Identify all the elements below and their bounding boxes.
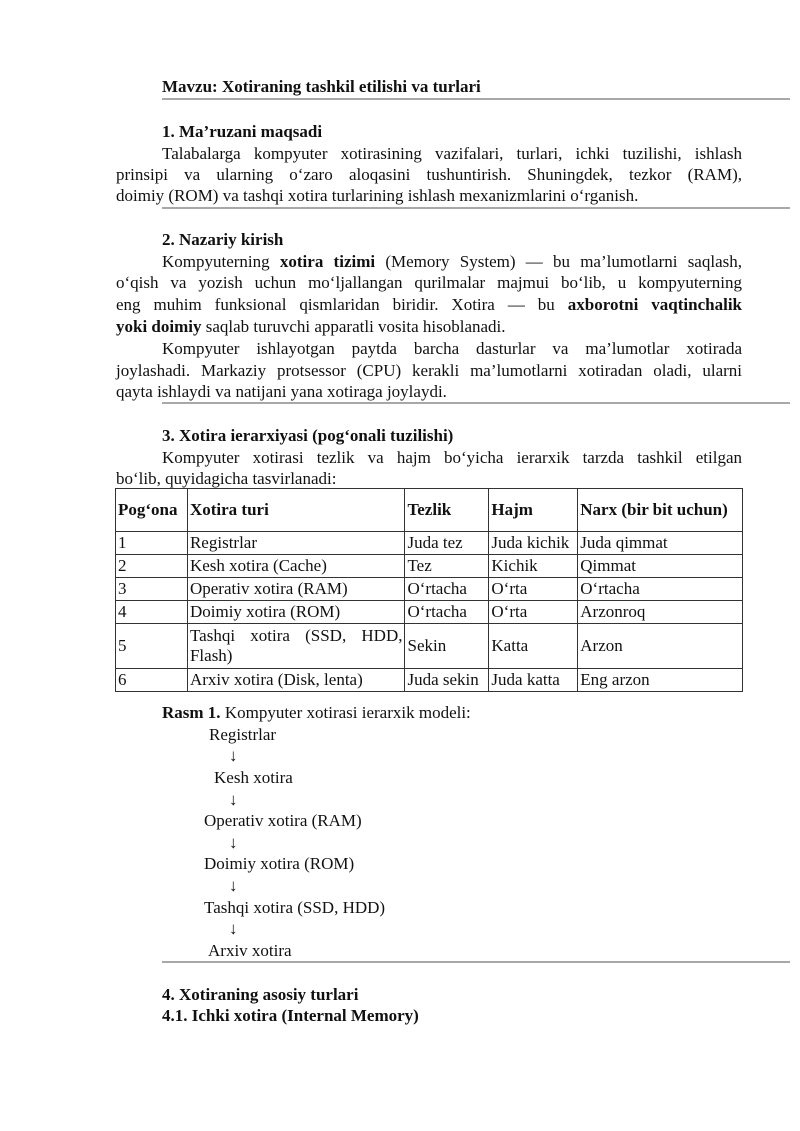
paragraph-line: Kompyuter xotirasi tezlik va hajm bo‘yicha ierarxik tarzda tashkil etilgan xyxy=(162,448,742,467)
table-cell: O‘rtacha xyxy=(578,578,743,601)
paragraph-line: bo‘lib, quyidagicha tasvirlanadi: xyxy=(116,469,337,488)
table-cell: 3 xyxy=(116,578,188,601)
table-cell: Juda sekin xyxy=(405,669,489,692)
paragraph-line xyxy=(162,251,742,273)
table-row xyxy=(116,601,743,624)
table-header-cell: Xotira turi xyxy=(187,489,405,532)
table-header-cell: Narx (bir bit uchun) xyxy=(578,489,743,532)
down-arrow-icon: ↓ xyxy=(229,746,238,765)
text-span: eng muhim funksional qismlaridan biridir. Xotira — bu xyxy=(116,295,568,314)
table-cell: 2 xyxy=(116,555,188,578)
caption-label: Rasm 1. xyxy=(162,703,221,722)
hierarchy-level: Registrlar xyxy=(209,725,277,744)
section-4-heading: 4. Xotiraning asosiy turlari xyxy=(162,985,359,1004)
paragraph-line: o‘qish va yozish uchun mo‘ljallangan qurilmalar majmui bo‘lib, u kompyuterning xyxy=(116,273,742,292)
down-arrow-icon: ↓ xyxy=(229,790,238,809)
table-cell: O‘rta xyxy=(489,601,578,624)
table-cell: O‘rtacha xyxy=(405,578,489,601)
page-title: Mavzu: Xotiraning tashkil etilishi va turlari xyxy=(162,77,481,96)
table-cell: Sekin xyxy=(405,624,489,669)
table-header-cell: Tezlik xyxy=(405,489,489,532)
table-cell: Qimmat xyxy=(578,555,743,578)
divider xyxy=(162,98,790,100)
table-cell: Arzon xyxy=(578,624,743,669)
table-row xyxy=(116,669,743,692)
memory-hierarchy-table xyxy=(115,488,743,692)
text-span: (Memory System) — bu ma’lumotlarni saqlash, xyxy=(375,252,742,271)
table-cell: Tashqi xotira (SSD, HDD, Flash) xyxy=(187,624,405,669)
paragraph-line: doimiy (ROM) va tashqi xotira turlarining ishlash mexanizmlarini o‘rganish. xyxy=(116,186,639,205)
paragraph-line xyxy=(116,294,742,316)
table-cell: Doimiy xotira (ROM) xyxy=(187,601,405,624)
down-arrow-icon: ↓ xyxy=(229,876,238,895)
table-cell: 4 xyxy=(116,601,188,624)
table-header-cell: Hajm xyxy=(489,489,578,532)
paragraph-line: qayta ishlaydi va natijani yana xotiraga joylaydi. xyxy=(116,382,447,401)
down-arrow-icon: ↓ xyxy=(229,833,238,852)
paragraph-line: prinsipi va ularning o‘zaro aloqasini tushuntirish. Shuningdek, tezkor (RAM), xyxy=(116,165,742,184)
table-cell: Arzonroq xyxy=(578,601,743,624)
table-row xyxy=(116,532,743,555)
table-cell: Juda qimmat xyxy=(578,532,743,555)
down-arrow-icon: ↓ xyxy=(229,919,238,938)
table-cell: Tez xyxy=(405,555,489,578)
bold-term: axborotni vaqtinchalik xyxy=(567,295,742,314)
table-cell: Arxiv xotira (Disk, lenta) xyxy=(187,669,405,692)
subsection-heading: 4.1. Ichki xotira (Internal Memory) xyxy=(162,1006,419,1025)
table-cell: 6 xyxy=(116,669,188,692)
table-cell: Juda katta xyxy=(489,669,578,692)
table-cell: 1 xyxy=(116,532,188,555)
table-row xyxy=(116,555,743,578)
hierarchy-level: Tashqi xotira (SSD, HDD) xyxy=(204,898,386,917)
divider xyxy=(162,961,790,963)
table-row xyxy=(116,624,743,669)
hierarchy-level: Arxiv xotira xyxy=(208,941,292,960)
bold-term: xotira tizimi xyxy=(279,252,376,271)
text-span: saqlab turuvchi apparatli vosita hisoblanadi. xyxy=(201,317,506,336)
text-span: Kompyuterning xyxy=(162,252,280,271)
table-row xyxy=(116,578,743,601)
hierarchy-level: Doimiy xotira (ROM) xyxy=(204,854,355,873)
hierarchy-level: Operativ xotira (RAM) xyxy=(204,811,362,830)
table-cell: 5 xyxy=(116,624,188,669)
table-cell: Kichik xyxy=(489,555,578,578)
table-cell: Registrlar xyxy=(187,532,405,555)
section-1-heading: 1. Ma’ruzani maqsadi xyxy=(162,122,323,141)
hierarchy-level: Kesh xotira xyxy=(214,768,293,787)
table-cell: O‘rta xyxy=(489,578,578,601)
table-header-row xyxy=(116,489,743,532)
paragraph-line: Talabalarga kompyuter xotirasining vazifalari, turlari, ichki tuzilishi, ishlash xyxy=(162,144,742,163)
table-cell: Katta xyxy=(489,624,578,669)
table-header-cell: Pog‘ona xyxy=(116,489,188,532)
section-2-heading: 2. Nazariy kirish xyxy=(162,230,284,249)
table-cell: Juda kichik xyxy=(489,532,578,555)
caption-text: Kompyuter xotirasi ierarxik modeli: xyxy=(220,703,471,722)
figure-caption xyxy=(162,702,742,724)
paragraph-line: Kompyuter ishlayotgan paytda barcha dasturlar va ma’lumotlar xotirada xyxy=(162,339,742,358)
section-3-heading: 3. Xotira ierarxiyasi (pog‘onali tuzilishi) xyxy=(162,426,454,445)
divider xyxy=(162,402,790,404)
table-cell: Juda tez xyxy=(405,532,489,555)
table-cell: Kesh xotira (Cache) xyxy=(187,555,405,578)
table-cell: O‘rtacha xyxy=(405,601,489,624)
table-cell: Eng arzon xyxy=(578,669,743,692)
bold-term: yoki doimiy xyxy=(116,317,202,336)
divider xyxy=(162,207,790,209)
paragraph-line xyxy=(116,316,742,338)
table-cell: Operativ xotira (RAM) xyxy=(187,578,405,601)
paragraph-line: joylashadi. Markaziy protsessor (CPU) kerakli ma’lumotlarni xotiradan oladi, ularni xyxy=(116,361,742,380)
